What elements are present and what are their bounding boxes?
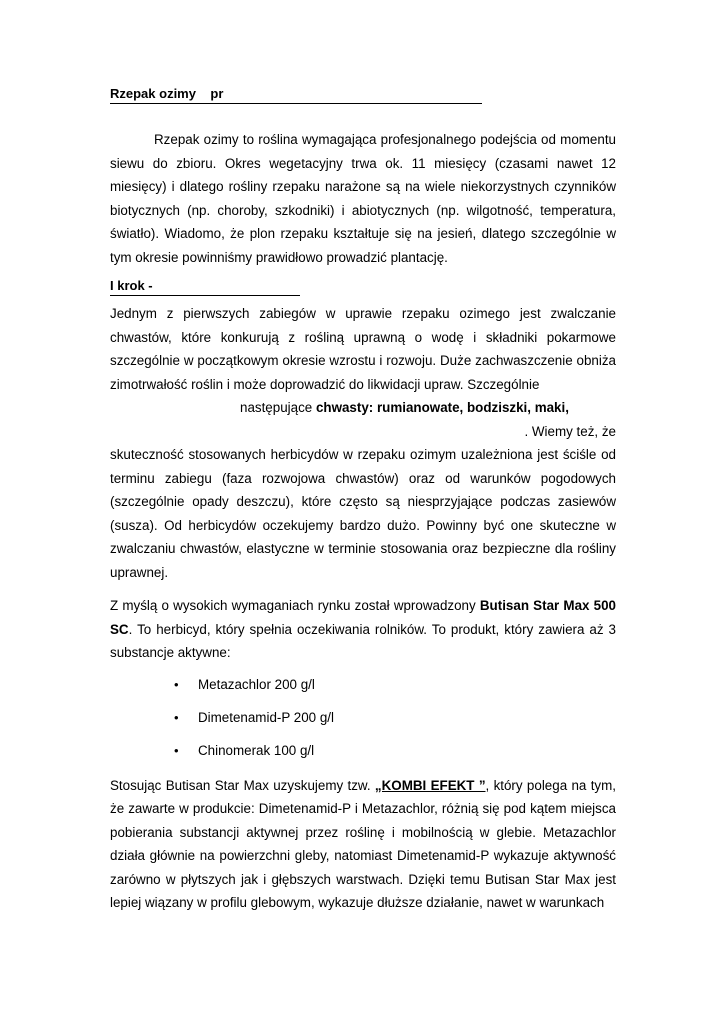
product-intro-text: Z myślą o wysokich wymaganiach rynku został wprowadzony <box>110 598 480 613</box>
product-paragraph <box>110 594 616 665</box>
bullet-icon: • <box>174 709 179 725</box>
document-title: Rzepak ozimy pr <box>110 85 482 104</box>
kombi-intro: Stosując Butisan Star Max uzyskujemy tzw. <box>110 777 375 793</box>
weed-list-intro: następujące <box>240 400 316 415</box>
bullet-icon: • <box>174 742 179 758</box>
list-item <box>110 708 616 728</box>
kombi-effect-term: „KOMBI EFEKT ” <box>374 777 486 793</box>
weed-paragraph-part-1: Jednym z pierwszych zabiegów w uprawie rzepaku ozimego jest zwalczanie chwastów, które konkurują z rośliną uprawną o wodę i składniki pokarmowe szczególnie w początkowym okresie wzrostu i rozwoju. Duże zachwaszczenie obniża zimotrwałość roślin i może doprowadzić do likwidacji upraw. Szczególnie <box>110 306 616 392</box>
list-item-text: Chinomerak 100 g/l <box>198 742 315 758</box>
list-item <box>110 675 616 695</box>
document-body <box>110 85 616 915</box>
bullet-icon: • <box>174 676 179 692</box>
list-item-text: Metazachlor 200 g/l <box>198 676 315 692</box>
section-heading: I krok - <box>110 277 300 296</box>
weed-paragraph-part-2 <box>110 396 616 420</box>
weed-list-bold: chwasty: rumianowate, bodziszki, maki, <box>315 400 569 415</box>
weed-paragraph-part-4: skuteczność stosowanych herbicydów w rzepaku ozimym uzależniona jest ściśle od terminu zabiegu (faza rozwojowa chwastów) oraz od warunków pogodowych (szczególnie opady deszczu), które często są niesprzyjające podczas zasiewów (susza). Od herbicydów oczekujemy bardzo dużo. Powinny być one skuteczne w zwalczaniu chwastów, elastyczne w terminie stosowania oraz bezpieczne dla rośliny uprawnej. <box>110 447 616 580</box>
product-description: . To herbicyd, który spełnia oczekiwania rolników. To produkt, który zawiera aż 3 substancje aktywne: <box>110 621 616 660</box>
product-name: Butisan Star Max 500 SC <box>110 598 616 637</box>
active-substances-list <box>110 675 616 761</box>
kombi-effect-paragraph <box>110 774 616 915</box>
list-item <box>110 741 616 761</box>
kombi-explanation: , który polega na tym, że zawarte w produkcie: Dimetenamid-P i Metazachlor, różnią się pod kątem miejsca pobierania substancji aktywnej przez roślinę i mobilnością w glebie. Metazachlor działa głównie na powierzchni gleby, natomiast Dimetenamid-P wykazuje aktywność zarówno w płytszych jak i głębszych warstwach. Dzięki temu Butisan Star Max jest lepiej wiązany w profilu glebowym, wykazuje dłuższe działanie, nawet w warunkach <box>110 777 616 910</box>
intro-paragraph: Rzepak ozimy to roślina wymagająca profesjonalnego podejścia od momentu siewu do zbioru. Okres wegetacyjny trwa ok. 11 miesięcy (czasami nawet 12 miesięcy) i dlatego rośliny rzepaku narażone są na wiele niekorzystnych czynników biotycznych (np. choroby, szkodniki) i abiotycznych (np. wilgotność, temperatura, światło). Wiadomo, że plon rzepaku kształtuje się na jesień, dlatego szczególnie w tym okresie powinniśmy prawidłowo prowadzić plantację. <box>110 132 616 265</box>
list-item-text: Dimetenamid-P 200 g/l <box>198 709 334 725</box>
weed-paragraph-part-3: . Wiemy też, że <box>524 423 616 439</box>
